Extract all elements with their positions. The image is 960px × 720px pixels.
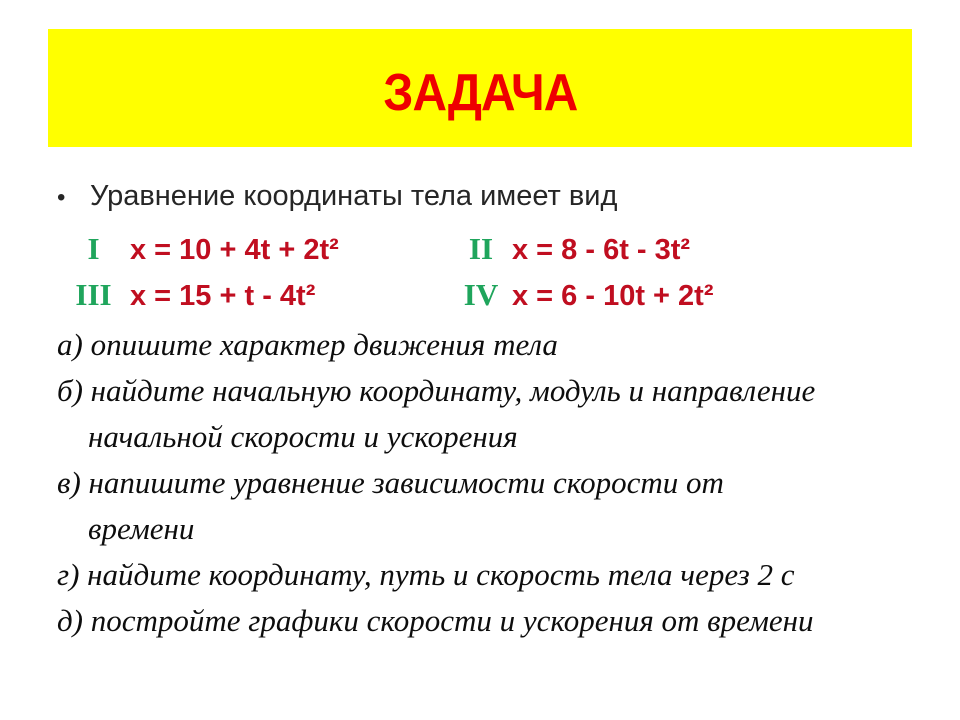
slide-body [57, 180, 917, 645]
task-v-line-1: в) напишите уравнение зависимости скорости от [57, 465, 724, 500]
slide-title: ЗАДАЧА [383, 64, 577, 122]
task-b-line-2: начальной скорости и ускорения [88, 419, 518, 454]
equation-row-1 [57, 226, 917, 272]
equation-numeral-4: IV [463, 277, 499, 312]
task-b-line-1: б) найдите начальную координату, модуль и направление [57, 373, 816, 408]
equation-formula-3: x = 15 + t - 4t² [130, 280, 316, 312]
task-d: д) постройте графики скорости и ускорения от времени [57, 603, 814, 638]
bullet-text: Уравнение координаты тела имеет вид [90, 180, 618, 212]
task-a: а) опишите характер движения тела [57, 327, 558, 362]
equation-numeral-1: I [87, 231, 100, 266]
equation-formula-1: x = 10 + 4t + 2t² [130, 234, 339, 266]
bullet-icon: • [57, 184, 66, 211]
equation-formula-4: x = 6 - 10t + 2t² [512, 280, 714, 312]
equation-numeral-3: III [75, 277, 112, 312]
task-g: г) найдите координату, путь и скорость тела через 2 с [57, 557, 795, 592]
task-list [57, 323, 917, 643]
equation-row-2 [57, 272, 917, 318]
task-v-line-2: времени [88, 511, 195, 546]
equation-formula-2: x = 8 - 6t - 3t² [512, 234, 691, 266]
equation-numeral-2: II [468, 231, 494, 266]
title-banner [48, 29, 912, 147]
bullet-line [57, 180, 917, 226]
